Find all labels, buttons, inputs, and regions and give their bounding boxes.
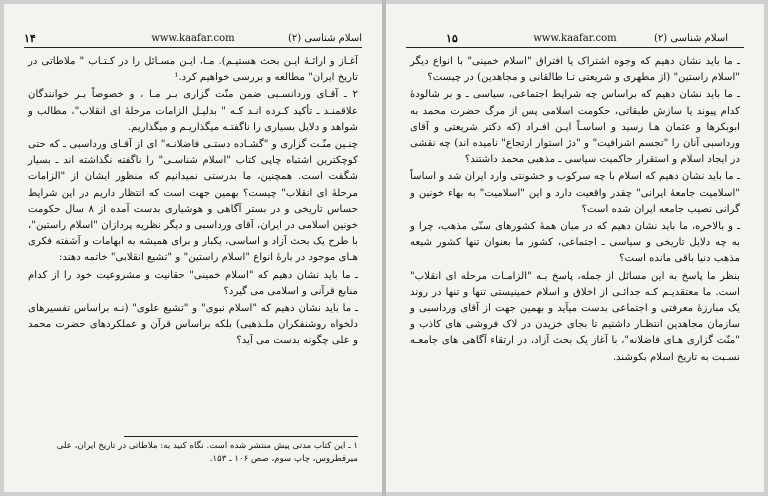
paragraph: ـ ما باید نشان دهیم که "اسلام خمینی" حقانیت و مشروعیت خود را از کدام منابع قرآنی و اسلامی می گیرد؟ xyxy=(28,269,358,297)
paragraph: ـ و بالاخره، ما باید نشان دهیم که در میان همهٔ کشورهای سنّی مذهب، چرا و به چه دلایل تاریخی و سیاسی ـ اجتماعی، کشور ما بعنوان تنها کشور شیعه مذهب دنیا باقی مانده است؟ xyxy=(410,221,740,265)
page-body xyxy=(410,54,740,366)
site-url: www.kaafar.com xyxy=(533,33,617,44)
page-body xyxy=(28,54,358,350)
page-header xyxy=(406,32,744,48)
right-page xyxy=(386,4,764,492)
paragraph: ـ ما باید نشان دهیم که وجوه اشتراک یا افتراق "اسلام خمینی" با انواع دیگر "اسلام راستین" (از مطهری و شریعتی تـا طالقانی و مجاهدین) در چیست؟ xyxy=(410,56,740,84)
paragraph: بنظر ما پاسخ به این مسائل از جمله، پاسخ بـه "الزامـات مرحله ای انقلاب" است. ما معتقدیـم کـه جدائـی از اخلاق و اسلام خمینیستی تنها و تنها در روند یک مبارزهٔ معرفتی و اجتماعی بدست میآید و بهمین جهت از آقای ورداسبی و سازمان مجاهدین انتظـار داشتیم تا بجای خزیدن در لاک فروشی های کاذب و "منّت گزاری هـای فاضلانه"، با آغاز یک بحث آزاد، در ارتقاء آگاهی های جامعـه نسـبت به تاریخ اسلام بکوشند. xyxy=(410,270,740,363)
site-url: www.kaafar.com xyxy=(151,33,235,44)
paragraph: ـ ما باید نشان دهیم که اسلام با چه سرکوب و خشونتی وارد ایران شد و اساساً "اسلامیت جامعهٔ ایرانی" چقدر واقعیت دارد و این "اسلامیت" به بهاء خونین و گرانی نصیب جامعه ایران شده است؟ xyxy=(410,171,740,215)
page-number: ۱۵ xyxy=(446,32,458,45)
paragraph: ۲ ـ آقـای وردانسـبی ضمن منّت گزاری بـر مـا ، و خصوصاً بـر خوانندگان علاقمنـد ـ تأکید کـرده انـد کـه " بدلیـل الزامات مرحلۀ ای انقلاب"، مطالب و شواهد و دلایل بسیاری را ناگفتـه میگذاریـم و میگذاریم. xyxy=(28,89,358,133)
paragraph: چنـین منّـت گزاری و "گشـاده دستـی فاضلانـه" ای از آقـای ورداسبی ـ که حتی کوچکترین اشتباه چاپی کتاب "اسلام شناسـی" را ناگفته نگذاشته اند ـ بسیار شگفت است. همچنین، ما بدرستی نمیدانیم که منظور ایشان از "الزامات مرحلۀ ای انقلاب" چیست؟ بهمین جهت است که انتظار داریم در این شرایط حساس تاریخی و در بستر آگاهی و هوشیاری بدست آمده از ۸ سال حکومت خونین اسلامی در ایران، آقای ورداسبی و دیگر نظریه پردازان "اسلام راستین"، با طرح یک بحث آزاد و اساسی، یکبار و برای همیشه به ابهامات و آشفته فکری هـای موجود در بارهٔ انواع "اسلام راستین" و "تشیع انقلابی" خاتمه دهند: xyxy=(28,139,359,264)
left-page xyxy=(4,4,382,492)
running-title: اسلام شناسی (۲) xyxy=(287,33,362,44)
footnote-divider xyxy=(124,436,358,437)
running-title: اسلام شناسی (۲) xyxy=(653,33,728,44)
page-header xyxy=(24,32,362,48)
footnote: ۱ ـ این کتاب مدتی پیش منتشر شده است. نگاه کنید به: ملاطاتی در تاریخ ایران، علی میرفطروس، چاپ سوم، صص ۱۰۶ ـ ۱۵۳. xyxy=(56,441,358,464)
page-number: ۱۴ xyxy=(24,32,36,45)
paragraph: ـ ما باید نشان دهیم که براساس چه شرایط اجتماعی، سیاسی ـ و بر شالودهٔ کدام پیوند یا سازش طبقاتی، حکومت اسلامی پس از مرگ حضرت محمد به ابوبکرها و عثمان هـا رسید و اساسـاً ایـن افـراد (که دکتر شریعتی و آقای ورداسبی آنان را "تجسم اشرافیت" و "دژ استوار ارتجاع" نامیده اند) چه نقشی در ایجاد اسلام و استقرار حاکمیت سیاسی ـ مذهبی محمد داشتند؟ xyxy=(410,89,740,166)
paragraph: ـ ما باید نشان دهیم که "اسلام نبوی" و "تشیع علوی" (نـه براساس تفسیرهای دلخواه روشنفکران ملـذهبی) بلکه براساس قرآن و عملکردهای حضرت محمد و علی چگونه بدست می آید؟ xyxy=(28,303,358,347)
paragraph: آغـاز و ارائـهٔ ایـن بحث هستیـم). مـا، ایـن مسـائل را در کـتـاب " ملاطاتی در تاریخ ایران" مطالعه و بررسی خواهیم کرد.¹ xyxy=(28,56,358,84)
